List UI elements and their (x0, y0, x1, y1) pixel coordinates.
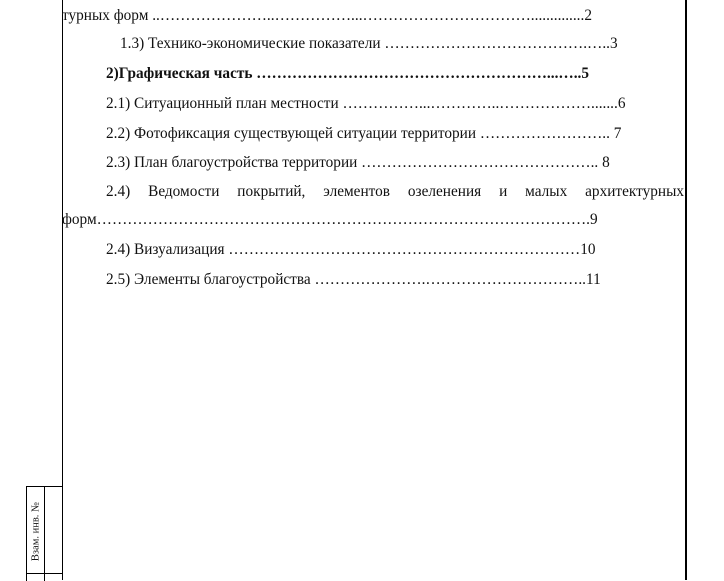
toc-section-2-heading: 2)Графическая часть …………………………………………………...…..5 (106, 65, 589, 82)
toc-entry-2-3: 2.3) План благоустройства территории ……………………………………….. 8 (106, 154, 610, 171)
toc-entry-2-4-line2: форм…………………………………………………………………………………….9 (62, 211, 598, 228)
toc-entry-continuation: турных форм ..…………………..……………...……………………………..............2 (62, 7, 592, 24)
toc-entry-1-3: 1.3) Технико-экономические показатели ………………………………….…..3 (120, 35, 618, 52)
toc-entry-2-5: 2.5) Элементы благоустройства ………………….…………………………..11 (106, 271, 601, 288)
toc-entry-2-4-line1: 2.4) Ведомости покрытий, элементов озеленения и малых архитектурных (106, 183, 684, 200)
toc-entry-2-2: 2.2) Фотофиксация существующей ситуации территории …………………….. 7 (106, 125, 622, 142)
stamp-divider (27, 573, 63, 574)
title-block-stamp (26, 486, 63, 581)
toc-entry-2-1: 2.1) Ситуационный план местности ……………...…………..……………….......6 (106, 95, 626, 112)
page-frame-right-border (685, 0, 687, 580)
stamp-label: Взам. инв. № (30, 501, 42, 562)
toc-entry-2-4-visualization: 2.4) Визуализация ……………………………………………………………10 (106, 241, 596, 258)
